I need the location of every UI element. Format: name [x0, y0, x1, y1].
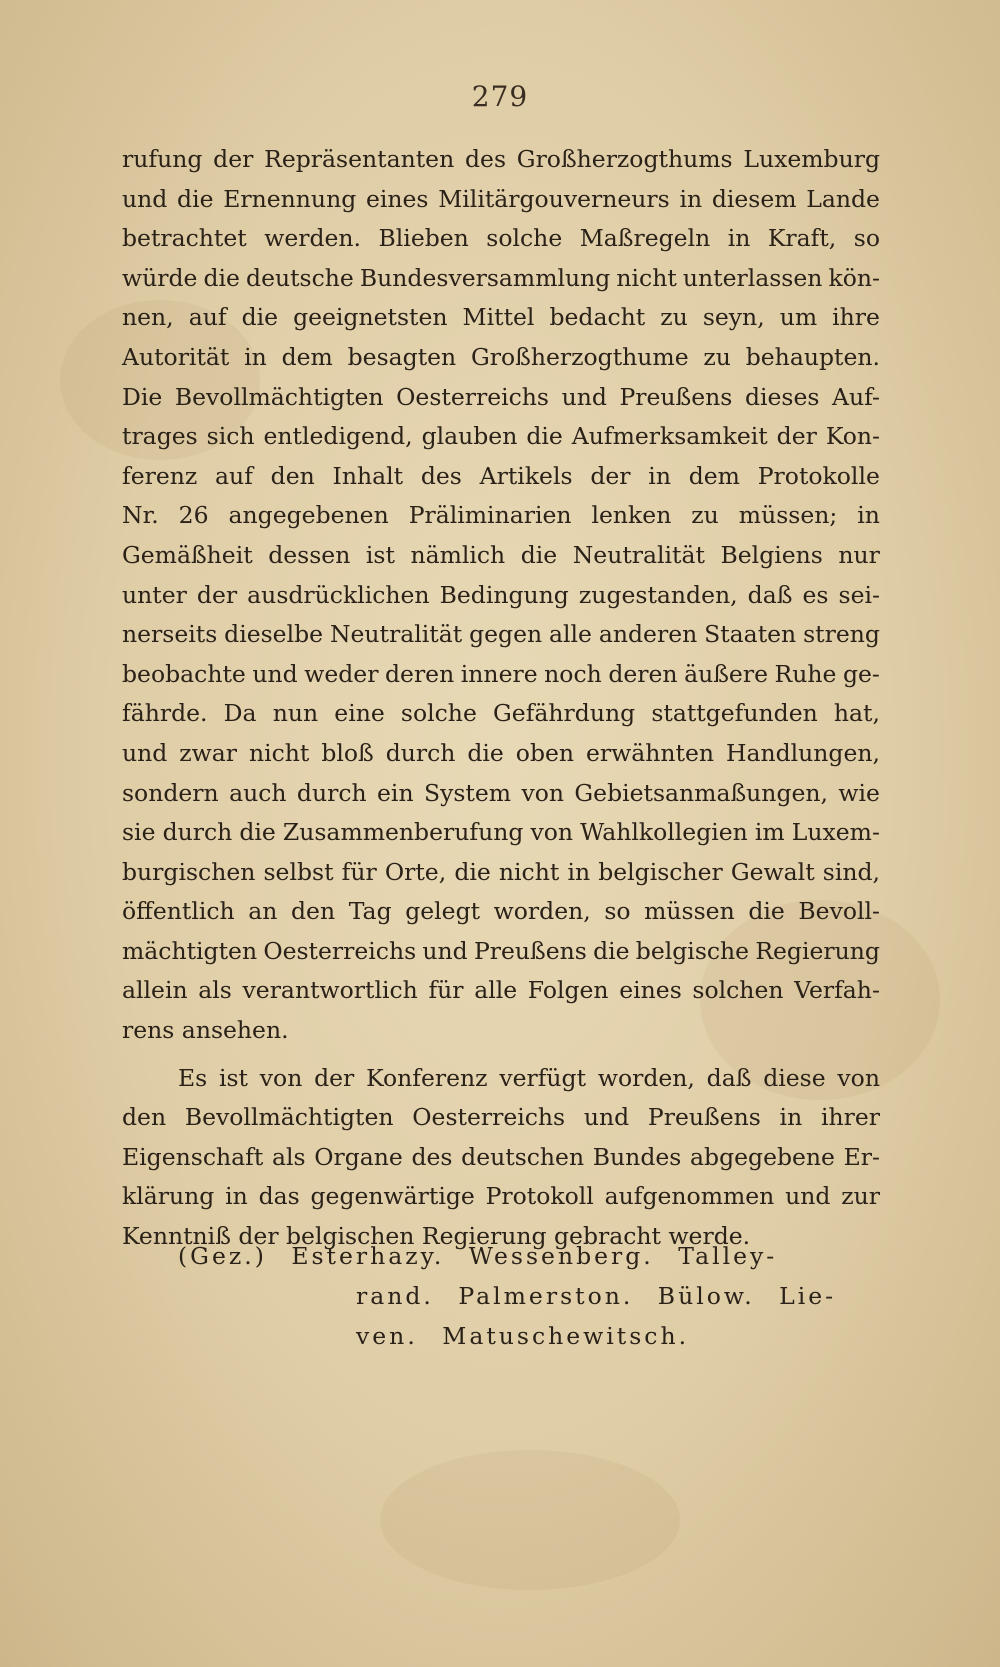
paragraph-2: [122, 1059, 880, 1257]
text-line: würde die deutsche Bundesversammlung nicht unterlassen kön-: [122, 263, 880, 292]
text-line: Eigenschaft als Organe des deutschen Bundes abgegebene Er-: [122, 1142, 880, 1171]
text-line: Gemäßheit dessen ist nämlich die Neutralität Belgiens nur: [122, 540, 880, 569]
paper-stain: [380, 1450, 680, 1590]
text-line: fährde. Da nun eine solche Gefährdung stattgefunden hat,: [122, 699, 880, 728]
body-text: [122, 140, 880, 1257]
paragraph-1: [122, 140, 880, 1051]
text-line: burgischen selbst für Orte, die nicht in belgischer Gewalt sind,: [122, 857, 880, 886]
text-line: nerseits dieselbe Neutralität gegen alle anderen Staaten streng: [122, 620, 880, 649]
text-line: Es ist von der Konferenz verfügt worden, daß diese von: [178, 1063, 880, 1092]
text-line: den Bevollmächtigten Oesterreichs und Preußens in ihrer: [122, 1103, 880, 1132]
text-line: öffentlich an den Tag gelegt worden, so müssen die Bevoll-: [122, 897, 880, 926]
text-line: rens ansehen.: [122, 1016, 289, 1045]
text-line: sondern auch durch ein System von Gebietsanmaßungen, wie: [122, 778, 880, 807]
text-line: rufung der Repräsentanten des Großherzogthums Luxemburg: [122, 145, 880, 173]
text-line: sie durch die Zusammenberufung von Wahlkollegien im Luxem-: [122, 818, 880, 847]
signature-block: [122, 1236, 880, 1356]
text-line: betrachtet werden. Blieben solche Maßregeln in Kraft, so: [122, 224, 880, 253]
page-number: 279: [471, 80, 529, 113]
signature-line: rand. Palmerston. Bülow. Lie-: [356, 1282, 837, 1310]
text-line: und die Ernennung eines Militärgouverneurs in diesem Lande: [122, 184, 880, 213]
text-line: Kenntniß der belgischen Regierung gebracht werde.: [122, 1222, 751, 1251]
text-line: mächtigten Oesterreichs und Preußens die belgische Regierung: [122, 936, 880, 965]
text-line: und zwar nicht bloß durch die oben erwähnten Handlungen,: [122, 738, 880, 767]
text-line: beobachte und weder deren innere noch deren äußere Ruhe ge-: [122, 659, 880, 688]
text-line: ferenz auf den Inhalt des Artikels der in dem Protokolle: [122, 461, 880, 490]
text-line: Nr. 26 angegebenen Präliminarien lenken zu müssen; in: [122, 501, 880, 530]
text-line: Autorität in dem besagten Großherzogthume zu behaupten.: [122, 342, 880, 371]
text-line: Die Bevollmächtigten Oesterreichs und Preußens dieses Auf-: [122, 382, 880, 411]
text-line: allein als verantwortlich für alle Folgen eines solchen Verfah-: [122, 976, 880, 1005]
text-line: trages sich entledigend, glauben die Aufmerksamkeit der Kon-: [122, 422, 880, 451]
signature-line: (Gez.) Esterhazy. Wessenberg. Talley-: [178, 1242, 778, 1270]
signature-line: ven. Matuschewitsch.: [356, 1322, 690, 1350]
text-line: nen, auf die geeignetsten Mittel bedacht zu seyn, um ihre: [122, 303, 880, 332]
text-line: klärung in das gegenwärtige Protokoll aufgenommen und zur: [122, 1182, 880, 1211]
text-line: unter der ausdrücklichen Bedingung zugestanden, daß es sei-: [122, 580, 880, 609]
